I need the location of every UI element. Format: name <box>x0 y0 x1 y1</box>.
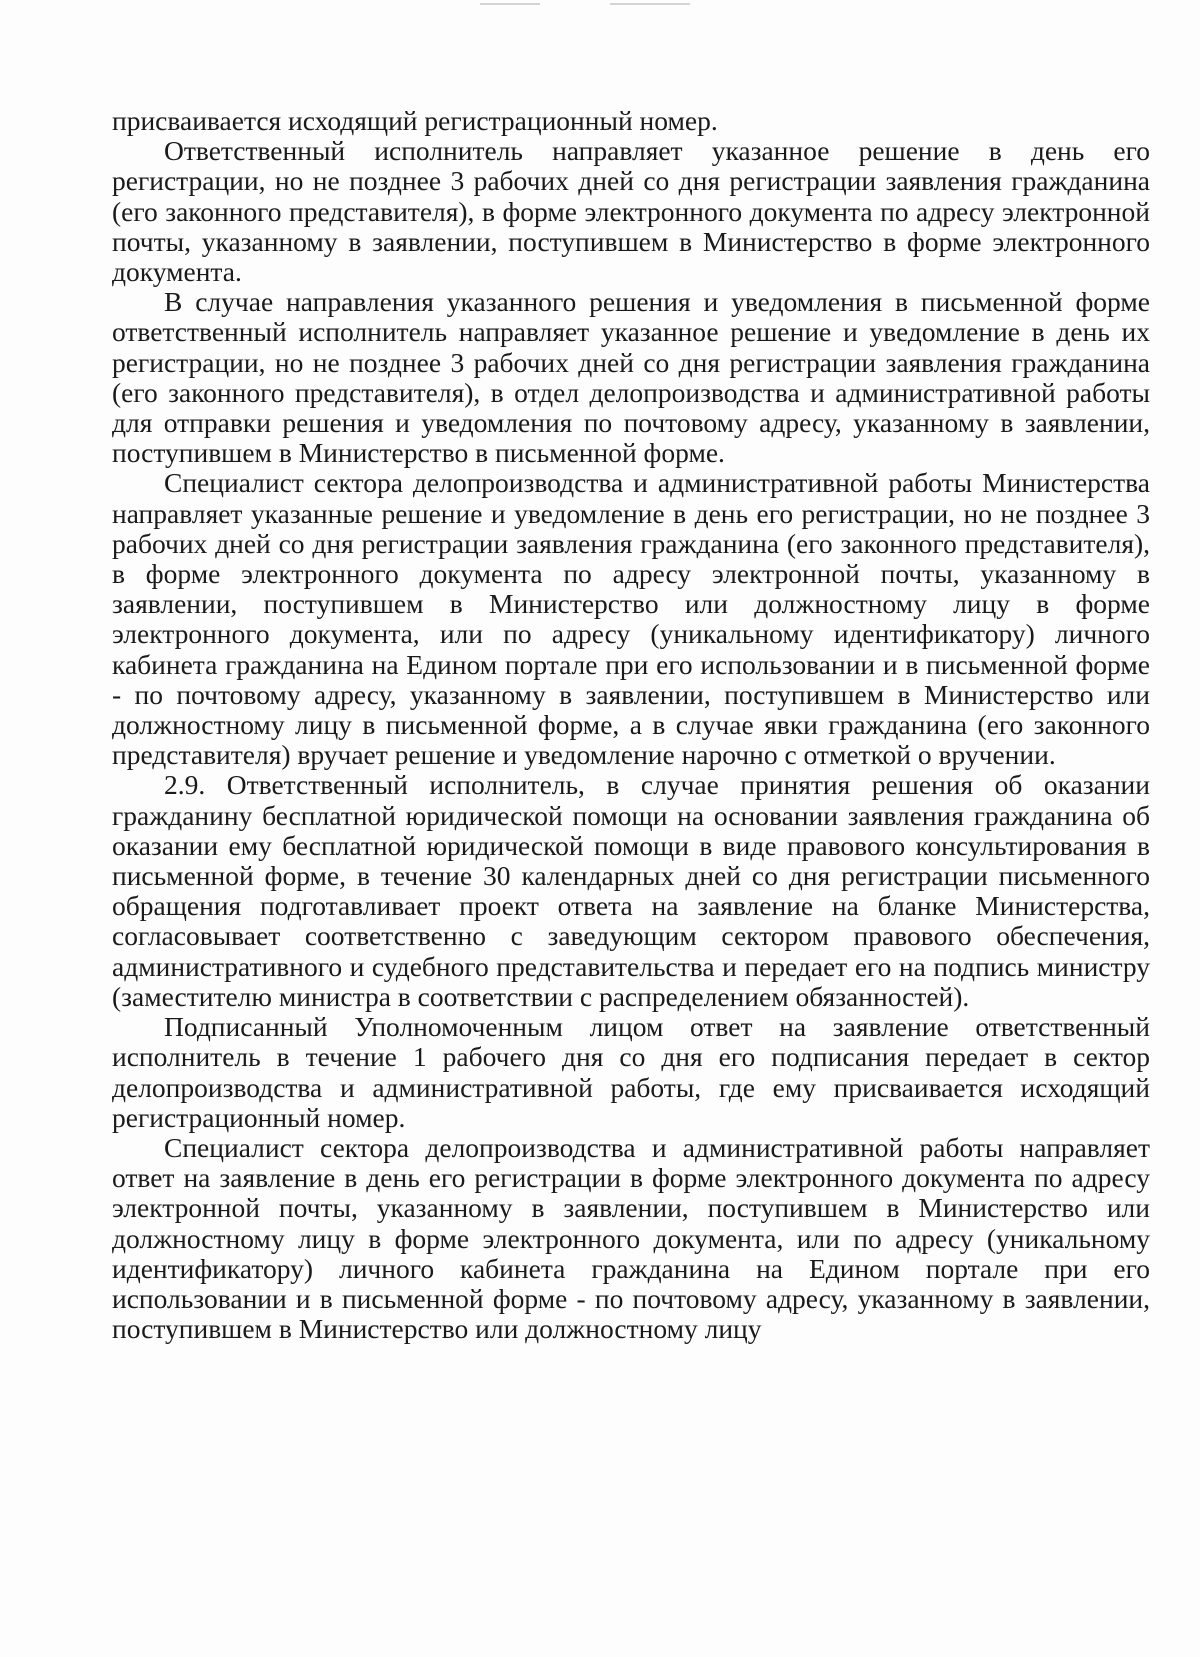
paragraph-continuation: присваивается исходящий регистрационный номер. <box>112 105 718 136</box>
scan-artifact <box>470 0 730 14</box>
paragraph-electronic-response: Ответственный исполнитель направляет указанное решение в день его регистрации, но не позднее 3 рабочих дней со дня регистрации заявления гражданина (его законного представителя), в форме электронного документа по адресу электронной почты, указанному в заявлении, поступившем в Министерство в форме электронного документа. <box>112 135 1150 288</box>
paragraph-section-2-9: 2.9. Ответственный исполнитель, в случае принятия решения об оказании гражданину бесплатной юридической помощи на основании заявления гражданина об оказании ему бесплатной юридической помощи в виде правового консультирования в письменной форме, в течение 30 календарных дней со дня регистрации письменного обращения подготавливает проект ответа на заявление на бланке Министерства, согласовывает соответственно с заведующим сектором правового обеспечения, административного и судебного представительства и передает его на подпись министру (заместителю министра в соответствии с распределением обязанностей). <box>112 769 1150 1012</box>
paragraph-written-response: В случае направления указанного решения и уведомления в письменной форме ответственный исполнитель направляет указанное решение и уведомление в день их регистрации, но не позднее 3 рабочих дней со дня регистрации заявления гражданина (его законного представителя), в отдел делопроизводства и административной работы для отправки решения и уведомления по почтовому адресу, указанному в заявлении, поступившем в Министерство в письменной форме. <box>112 286 1150 469</box>
paragraph-specialist-response: Специалист сектора делопроизводства и административной работы направляет ответ на заявление в день его регистрации в форме электронного документа по адресу электронной почты, указанному в заявлении, поступившем в Министерство или должностному лицу в форме электронного документа, или по адресу (уникальному идентификатору) личного кабинета гражданина на Едином портале при его использовании и в письменной форме - по почтовому адресу, указанному в заявлении, поступившем в Министерство или должностному лицу <box>112 1131 1150 1345</box>
document-body <box>112 106 1150 1344</box>
paragraph-signed-response: Подписанный Уполномоченным лицом ответ на заявление ответственный исполнитель в течение 1 рабочего дня со дня его подписания передает в сектор делопроизводства и административной работы, где ему присваивается исходящий регистрационный номер. <box>112 1011 1150 1133</box>
paragraph-specialist-sending: Специалист сектора делопроизводства и административной работы Министерства направляет указанные решение и уведомление в день его регистрации, но не позднее 3 рабочих дней со дня регистрации заявления гражданина (его законного представителя), в форме электронного документа по адресу электронной почты, указанному в заявлении, поступившем в Министерство или должностному лицу в форме электронного документа, или по адресу (уникальному идентификатору) личного кабинета гражданина на Едином портале при его использовании и в письменной форме - по почтовому адресу, указанному в заявлении, поступившем в Министерство или должностному лицу в письменной форме, а в случае явки гражданина (его законного представителя) вручает решение и уведомление нарочно с отметкой о вручении. <box>112 467 1150 771</box>
